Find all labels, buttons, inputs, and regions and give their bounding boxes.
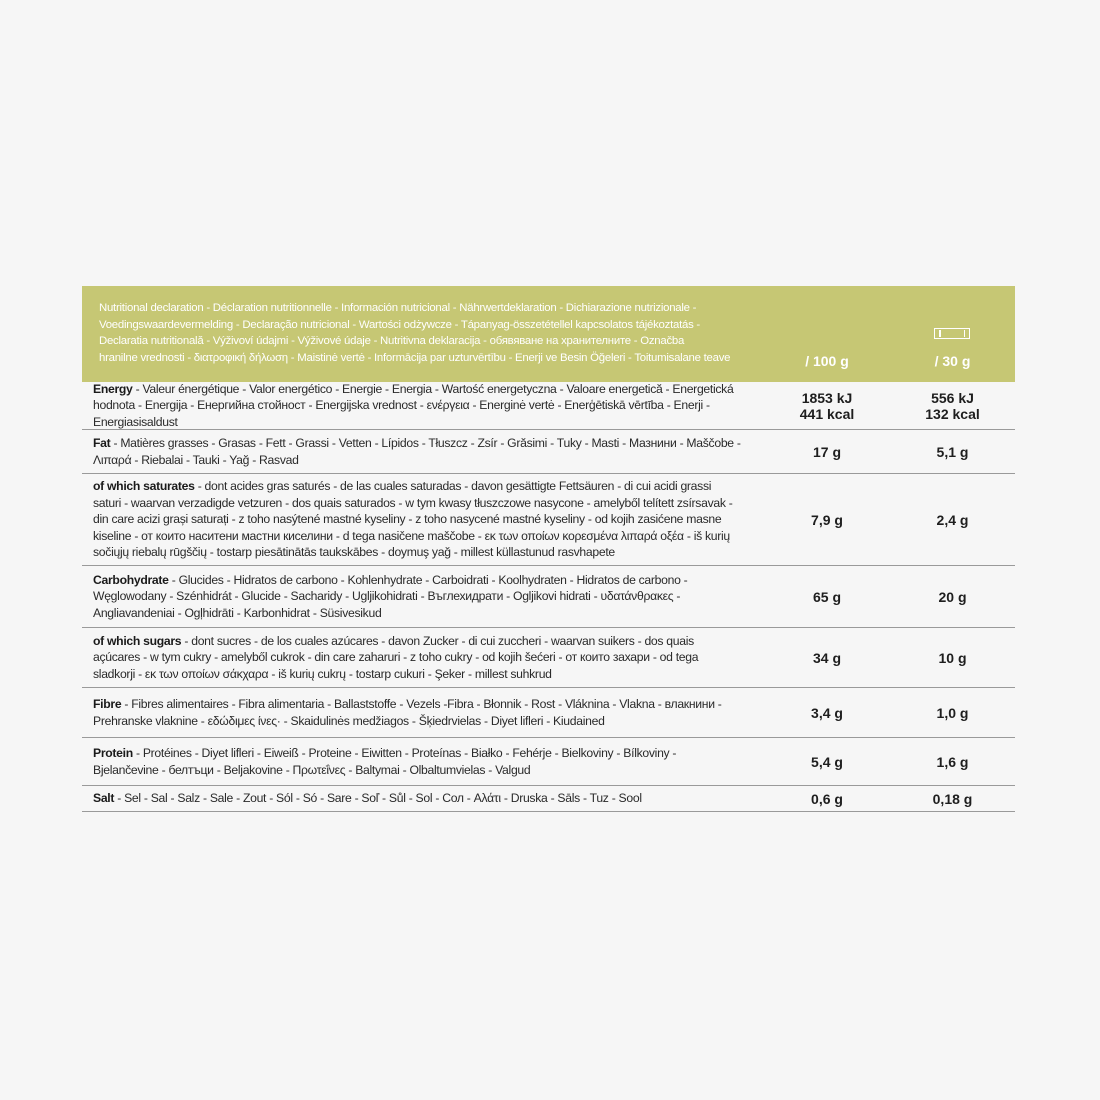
value-line: 1,6 g <box>936 753 969 770</box>
nutrient-row <box>82 474 1015 566</box>
value-line: 3,4 g <box>811 704 843 721</box>
nutrient-name: Fibre <box>93 696 122 711</box>
value-line: 5,1 g <box>936 443 969 460</box>
value-line: 441 kcal <box>799 405 855 422</box>
nutrient-name: Protein <box>93 745 133 760</box>
declaration-title: Nutritional declaration - Déclaration nutritionnelle - Información nutricional - Nährwertdeklaration - Dichiarazione nutrizionale - Voedingswaardevermelding - Declaração nutricional - Wartości odżywcze - Tápanyag-összetétellel kapcsolatos tájékoztatás - Declaratia nutritională - Výživoví údajmi - Výživové údaje - Nutritivna deklaracija - обявяване на хранителните - Označba hranilne vrednosti - διατροφική δήλωση - Maistinė vertė - Informācija par uzturvērtību - Enerji ve Besin Öğeleri - Toitumisalane teave <box>99 302 731 364</box>
value-per-30g <box>890 650 1015 666</box>
nutrient-row <box>82 688 1015 738</box>
nutrient-name: of which sugars <box>93 633 182 648</box>
per-30g-label: / 30 g <box>934 353 971 369</box>
nutrient-row <box>82 566 1015 628</box>
nutrient-label <box>82 381 742 431</box>
nutrient-translations: - Glucides - Hidratos de carbono - Kohlenhydrate - Carboidrati - Koolhydraten - Hidratos de carbono - Węglowodany - Szénhidrát - Glucide - Sacharidy - Ugljikohidrati - Въглехидрати - Ogljikovi hidrati - υδατάνθρακες - Angliavandeniai - Ogļhidrāti - Karbonhidrat - Süsivesikud <box>93 572 688 620</box>
nutrient-rows <box>82 382 1015 812</box>
value-per-30g <box>890 754 1015 770</box>
nutrient-row <box>82 786 1015 812</box>
nutrient-label <box>82 696 742 729</box>
value-line: 7,9 g <box>811 511 843 528</box>
nutrient-translations: - Matières grasses - Grasas - Fett - Grassi - Vetten - Lípidos - Tłuszcz - Zsír - Grăsimi - Tuky - Masti - Мазнини - Maščobe - Λιπαρά - Riebalai - Tauki - Yağ - Rasvad <box>93 435 741 467</box>
nutrient-row <box>82 382 1015 430</box>
value-line: 20 g <box>938 588 967 605</box>
table-header <box>82 286 1015 382</box>
nutrient-name: Carbohydrate <box>93 572 169 587</box>
nutrient-name: Salt <box>93 791 115 806</box>
value-per-30g <box>890 705 1015 721</box>
value-line: 65 g <box>812 588 841 605</box>
value-per-30g <box>890 390 1015 422</box>
nutrient-label <box>82 435 742 468</box>
nutrient-row <box>82 430 1015 474</box>
value-per-100g <box>764 444 890 460</box>
value-line: 132 kcal <box>925 405 980 422</box>
nutrient-translations: - dont sucres - de los cuales azúcares - davon Zucker - di cui zuccheri - waarvan suikers - dos quais açúcares - w tym cukry - amelyből cukrok - din care zaharuri - z toho cukry - od kojih šećeri - от които захари - od tega sladkorji - εκ των οποίων σάκχαρα - iš kurių cukrų - tostarp cukuri - Şeker - millest suhkrud <box>93 633 699 681</box>
per-100g-column-header: / 100 g <box>805 353 849 369</box>
snack-bar-icon <box>934 328 970 339</box>
value-per-30g <box>890 444 1015 460</box>
nutrient-translations: - Sel - Sal - Salz - Sale - Zout - Sól - Só - Sare - Soľ - Sůl - Sol - Сол - Αλάτι - Druska - Sāls - Tuz - Sool <box>114 791 642 806</box>
nutrient-label <box>82 572 742 622</box>
nutrient-row <box>82 738 1015 786</box>
nutrient-name: Fat <box>93 435 111 450</box>
value-line: 0,18 g <box>932 790 973 807</box>
nutrient-translations: - Fibres alimentaires - Fibra alimentaria - Ballaststoffe - Vezels -Fibra - Błonnik - Rost - Vláknina - Vlakna - влакнини - Prehranske vlaknine - εδώδιμες ίνες· - Skaidulinės medžiagos - Šķiedrvielas - Diyet lifleri - Kiudained <box>93 696 722 728</box>
value-per-100g <box>764 791 890 807</box>
value-line: 0,6 g <box>811 790 843 807</box>
nutrient-label <box>82 478 742 561</box>
value-per-30g <box>890 589 1015 605</box>
value-line: 1853 kJ <box>801 389 853 406</box>
nutrient-label <box>82 633 742 683</box>
nutrition-table <box>82 286 1015 812</box>
value-line: 5,4 g <box>811 753 843 770</box>
value-per-100g <box>764 705 890 721</box>
nutrient-label <box>82 745 742 778</box>
value-per-100g <box>764 754 890 770</box>
value-line: 34 g <box>812 649 841 666</box>
nutrient-translations: - Valeur énergétique - Valor energético - Energie - Energia - Wartość energetyczna - Valoare energetică - Energetická hodnota - Energija - Енергийна стойност - Energijska vrednost - ενέργεια - Energinė vertė - Enerģētiskā vērtība - Enerji - Energiasisaldust <box>93 381 734 429</box>
value-per-100g <box>764 589 890 605</box>
nutrient-name: of which saturates <box>93 479 195 494</box>
value-per-30g <box>890 791 1015 807</box>
value-per-100g <box>764 390 890 422</box>
per-30g-column-header <box>890 286 1015 382</box>
value-per-100g <box>764 512 890 528</box>
nutrient-translations: - dont acides gras saturés - de las cuales saturadas - davon gesättigte Fettsäuren - di cui acidi grassi saturi - waarvan verzadigde vetzuren - dos quais saturados - w tym kwasy tłuszczowe nasycone - amelyből telített zsírsavak - din care acizi grași saturați - z toho nasýtené mastné kyseliny - z toho nasycené mastné kyseliny - od kojih zasićene masne kiseline - от които наситени мастни киселини - d tega nasičene maščobe - εκ των οποίων κορεσμένα λιπαρά οξέα - iš kurių sočiųjų riebalų rūgščių - tostarp piesātinātās taukskābes - doymuş yağ - millest küllastunud rasvhapete <box>93 479 733 560</box>
nutrient-label <box>82 790 742 807</box>
nutrient-row <box>82 628 1015 688</box>
value-line: 17 g <box>812 443 841 460</box>
value-line: 10 g <box>938 649 967 666</box>
nutrient-translations: - Protéines - Diyet lifleri - Eiweiß - Proteine - Eiwitten - Proteínas - Białko - Fehérje - Bielkoviny - Bílkoviny - Bjelančevine - белтъци - Beljakovine - Πρωτεΐνες - Baltymai - Olbaltumvielas - Valgud <box>93 745 677 777</box>
value-per-30g <box>890 512 1015 528</box>
nutrient-name: Energy <box>93 381 133 396</box>
value-line: 556 kJ <box>931 389 974 406</box>
value-line: 2,4 g <box>936 511 969 528</box>
value-per-100g <box>764 650 890 666</box>
value-line: 1,0 g <box>936 704 969 721</box>
